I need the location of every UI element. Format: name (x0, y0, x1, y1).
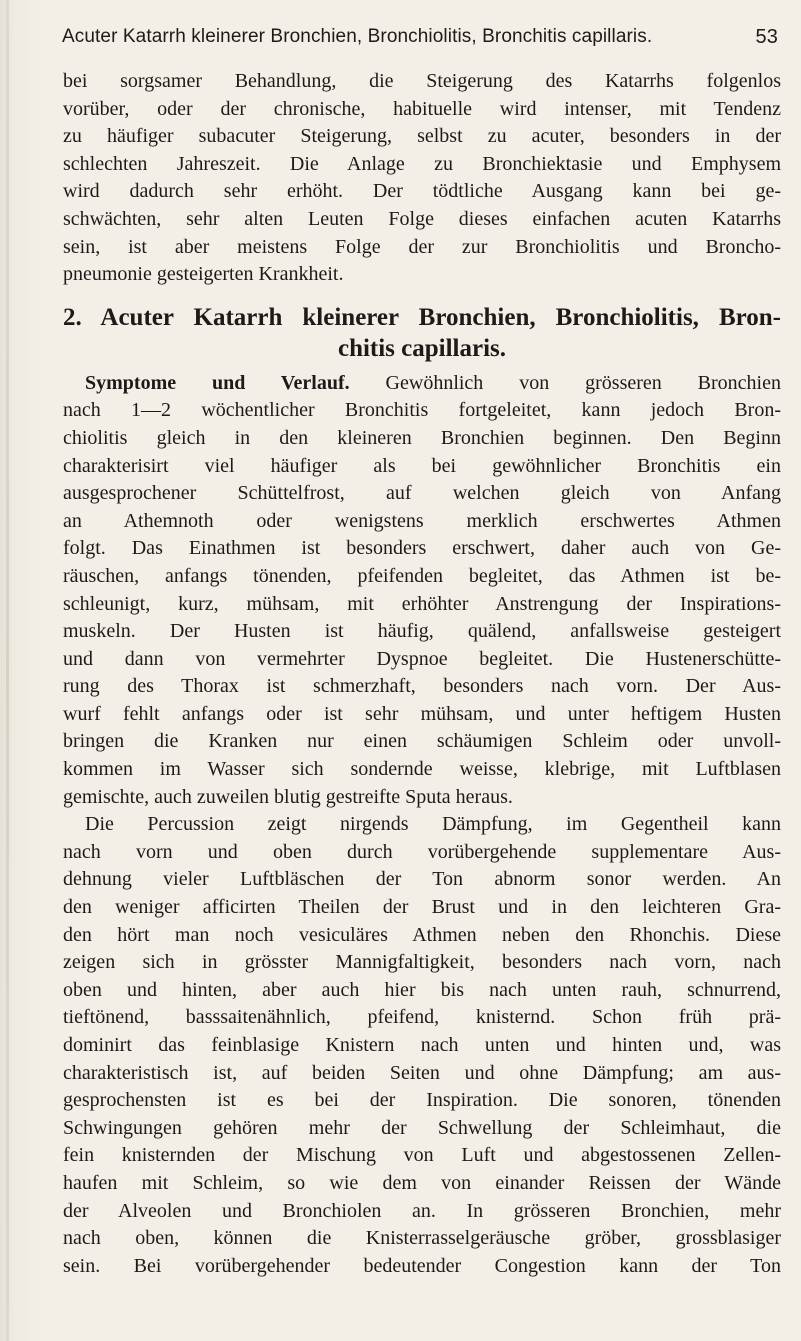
text-line: schleunigt, kurz, mühsam, mit erhöhter Anstrengung der Inspirations- (63, 592, 781, 615)
runin-label: Symptome und Verlauf. (85, 371, 350, 394)
paragraph-symptoms (63, 370, 781, 812)
runin-rest: Gewöhnlich von grösseren Bronchien (349, 371, 781, 394)
text-line: haufen mit Schleim, so wie dem von einander Reissen der Wände (63, 1171, 781, 1194)
text-line: ausgesprochener Schüttelfrost, auf welchen gleich von Anfang (63, 482, 781, 505)
text-line: sein, ist aber meistens Folge der zur Bronchiolitis und Broncho- (63, 235, 781, 258)
section-heading-line: chitis capillaris. (337, 334, 507, 362)
text-line: nach vorn und oben durch vorübergehende supplementare Aus- (63, 840, 781, 863)
running-header (62, 20, 778, 54)
text-line: fein knisternden der Mischung von Luft und abgestossenen Zellen- (63, 1144, 781, 1167)
text-line: Schwingungen gehören mehr der Schwellung der Schleimhaut, die (63, 1116, 781, 1139)
text-line: charakteristisch ist, auf beiden Seiten und ohne Dämpfung; am aus- (63, 1061, 781, 1084)
text-line: nach oben, können die Knisterrasselgeräusche gröber, grossblasiger (63, 1227, 781, 1250)
text-line: wurf fehlt anfangs oder ist sehr mühsam, und unter heftigem Husten (63, 702, 781, 725)
text-line: chiolitis gleich in den kleineren Bronchien beginnen. Den Beginn (63, 426, 781, 449)
page-gutter-shadow (6, 0, 9, 1341)
running-title: Acuter Katarrh kleinerer Bronchien, Bronchiolitis, Bronchitis capillaris. (62, 26, 653, 47)
text-line: dehnung vieler Luftbläschen der Ton abnorm sonor werden. An (63, 868, 781, 891)
text-line: nach 1—2 wöchentlicher Bronchitis fortgeleitet, kann jedoch Bron- (63, 399, 781, 422)
text-line: folgt. Das Einathmen ist besonders erschwert, daher auch von Ge- (63, 537, 781, 560)
text-line: pneumonie gesteigerten Krankheit. (63, 263, 344, 286)
text-line: tieftönend, basssaitenähnlich, pfeifend, knisternd. Schon früh prä- (63, 1006, 781, 1029)
text-line: bei sorgsamer Behandlung, die Steigerung des Katarrhs folgenlos (63, 70, 781, 92)
text-line: zu häufiger subacuter Steigerung, selbst zu acuter, besonders in der (63, 125, 781, 148)
page-body (63, 68, 781, 1280)
text-line: vorüber, oder der chronische, habituelle wird intenser, mit Tendenz (63, 97, 781, 120)
text-line: schlechten Jahreszeit. Die Anlage zu Bronchiektasie und Emphysem (63, 152, 781, 175)
text-line: zeigen sich in grösster Mannigfaltigkeit, besonders nach vorn, nach (63, 951, 781, 974)
text-line: muskeln. Der Husten ist häufig, quälend, anfallsweise gesteigert (63, 620, 781, 643)
text-line: oben und hinten, aber auch hier bis nach unten rauh, schnurrend, (63, 978, 781, 1001)
paragraph-intro (63, 68, 781, 289)
text-line: rung des Thorax ist schmerzhaft, besonders nach vorn. Der Aus- (63, 675, 781, 698)
text-line: der Alveolen und Bronchiolen an. In grösseren Bronchien, mehr (63, 1199, 781, 1222)
text-line: an Athemnoth oder wenigstens merklich erschwertes Athmen (63, 509, 781, 532)
text-line: charakterisirt viel häufiger als bei gewöhnlicher Bronchitis ein (63, 454, 781, 477)
text-line: gesprochensten ist es bei der Inspiration. Die sonoren, tönenden (63, 1089, 781, 1112)
page-number: 53 (755, 26, 778, 48)
text-line: Die Percussion zeigt nirgends Dämpfung, im Gegentheil kann (85, 813, 781, 836)
text-line: den weniger afficirten Theilen der Brust und in den leichteren Gra- (63, 896, 781, 919)
text-line: bringen die Kranken nur einen schäumigen Schleim oder unvoll- (63, 730, 781, 753)
paragraph-percussion (63, 811, 781, 1280)
section-heading (63, 302, 781, 364)
text-line: gemischte, auch zuweilen blutig gestreifte Sputa heraus. (63, 785, 513, 808)
text-line: den hört man noch vesiculäres Athmen neben den Rhonchis. Diese (63, 923, 781, 946)
text-line: sein. Bei vorübergehender bedeutender Congestion kann der Ton (63, 1254, 781, 1277)
text-line: räuschen, anfangs tönenden, pfeifenden begleitet, das Athmen ist be- (63, 564, 781, 587)
text-line: kommen im Wasser sich sondernde weisse, klebrige, mit Luftblasen (63, 758, 781, 781)
text-line: wird dadurch sehr erhöht. Der tödtliche Ausgang kann bei ge- (63, 180, 781, 203)
text-line: dominirt das feinblasige Knistern nach unten und hinten und, was (63, 1034, 781, 1056)
text-line: und dann von vermehrter Dyspnoe begleitet. Die Hustenerschütte- (63, 647, 781, 670)
text-line: schwächten, sehr alten Leuten Folge dieses einfachen acuten Katarrhs (63, 207, 781, 230)
section-heading-line: 2. Acuter Katarrh kleinerer Bronchien, Bronchiolitis, Bron- (63, 303, 781, 331)
text-line-runin (63, 370, 781, 398)
